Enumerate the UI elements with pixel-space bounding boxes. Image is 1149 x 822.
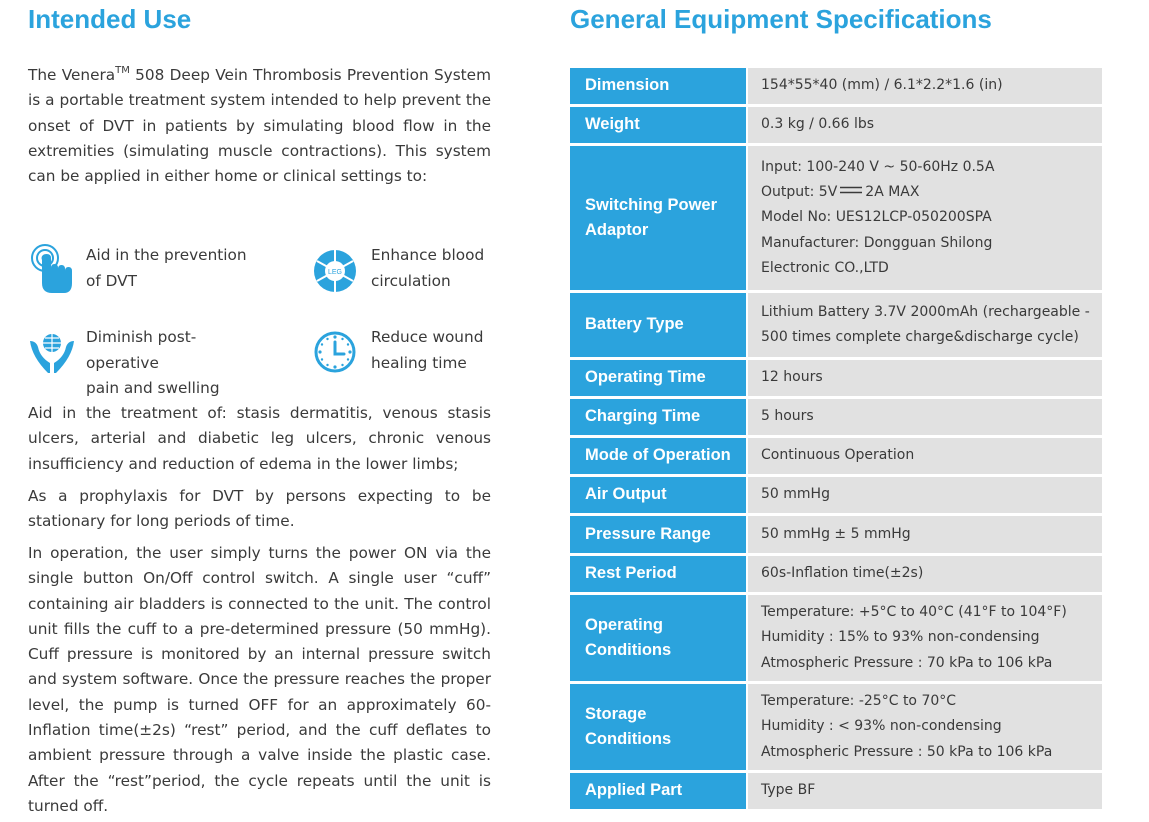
intro-paragraph: The Venera™ 508 Deep Vein Thrombosis Prevention System is a portable treatment system intended to help prevent the onset of DVT in patients by simulating blood flow in the extremities (simulating muscle contractions). This system can be applied in either home or clinical settings to: xyxy=(28,65,491,186)
spec-label: Operating Conditions xyxy=(570,595,746,681)
spec-row-storage-conditions xyxy=(570,684,1102,770)
spec-value: 5 hours xyxy=(748,399,1102,435)
spec-row-mode xyxy=(570,438,1102,474)
feature-label: healing time xyxy=(371,353,467,372)
spec-value: 60s-Inflation time(±2s) xyxy=(748,556,1102,592)
spec-value: Continuous Operation xyxy=(748,438,1102,474)
feature-reduce-healing-time xyxy=(313,325,541,377)
spec-row-dimension xyxy=(570,68,1102,104)
specifications-title: General Equipment Specifications xyxy=(570,4,992,34)
spec-value: Lithium Battery 3.7V 2000mAh (rechargeable - 500 times complete charge&discharge cycle) xyxy=(748,293,1102,357)
feature-label: pain and swelling xyxy=(86,379,220,397)
spec-label: Dimension xyxy=(570,68,746,104)
clock-icon xyxy=(313,325,361,377)
spec-row-battery xyxy=(570,293,1102,357)
svg-text:LEG: LEG xyxy=(327,269,343,276)
feature-label: Reduce wound xyxy=(371,328,484,346)
spec-row-operating-conditions xyxy=(570,595,1102,681)
spec-row-pressure-range xyxy=(570,516,1102,553)
spec-label: Storage Conditions xyxy=(570,684,746,770)
dc-symbol-icon xyxy=(840,186,862,194)
spec-label: Charging Time xyxy=(570,399,746,435)
spec-row-applied-part xyxy=(570,773,1102,809)
feature-label: circulation xyxy=(371,271,451,290)
leg-shutter-icon xyxy=(313,243,361,295)
spec-label: Weight xyxy=(570,107,746,143)
feature-label: Enhance blood xyxy=(371,246,485,264)
intended-use-title: Intended Use xyxy=(28,4,192,34)
spec-row-rest-period xyxy=(570,556,1102,592)
spec-value: 50 mmHg xyxy=(748,477,1102,513)
feature-label: Diminish post-operative xyxy=(86,328,197,372)
feature-prevent-dvt xyxy=(28,243,256,295)
spec-row-air-output xyxy=(570,477,1102,513)
spec-label: Operating Time xyxy=(570,360,746,396)
spec-row-operating-time xyxy=(570,360,1102,396)
spec-label: Air Output xyxy=(570,477,746,513)
feature-label: Aid in the prevention xyxy=(86,246,247,264)
prophylaxis-paragraph: As a prophylaxis for DVT by persons expecting to be stationary for long periods of time. xyxy=(28,487,491,531)
spec-value: Type BF xyxy=(748,773,1102,809)
spec-row-weight xyxy=(570,107,1102,143)
touch-hand-icon xyxy=(28,243,76,295)
spec-label: Rest Period xyxy=(570,556,746,592)
spec-value: 12 hours xyxy=(748,360,1102,396)
spec-label: Pressure Range xyxy=(570,516,746,553)
spec-value: 50 mmHg ± 5 mmHg xyxy=(748,516,1102,553)
feature-label: of DVT xyxy=(86,271,137,290)
spec-value: Input: 100-240 V ~ 50-60Hz 0.5A Output: 5V 2A MAX Model No: UES12LCP-050200SPA Manufacturer: Dongguan Shilong Electronic CO.,LTD xyxy=(748,146,1102,290)
feature-enhance-circulation xyxy=(313,243,541,295)
spec-label: Battery Type xyxy=(570,293,746,357)
treatment-paragraph: Aid in the treatment of: stasis dermatitis, venous stasis ulcers, arterial and diabetic leg ulcers, chronic venous insufficiency and reduction of edema in the lower limbs; xyxy=(28,404,491,473)
operation-paragraph: In operation, the user simply turns the power ON via the single button On/Off control switch. A single user “cuff” containing air bladders is connected to the unit. The control unit fills the cuff to a pre-determined pressure (50 mmHg). Cuff pressure is monitored by an internal pressure switch and system software. Once the pressure reaches the proper level, the pump is turned OFF for an approximately 60-Inflation time(±2s) “rest” period, and the cuff deflates to ambient pressure through a valve inside the plastic case. After the “rest”period, the cycle repeats until the unit is turned off. xyxy=(28,544,491,815)
spec-row-power-adaptor xyxy=(570,146,1102,290)
spec-label: Mode of Operation xyxy=(570,438,746,474)
spec-label: Applied Part xyxy=(570,773,746,809)
caring-hands-globe-icon xyxy=(28,325,76,377)
spec-label: Switching Power Adaptor xyxy=(570,146,746,290)
spec-value: 0.3 kg / 0.66 lbs xyxy=(748,107,1102,143)
spec-value: 154*55*40 (mm) / 6.1*2.2*1.6 (in) xyxy=(748,68,1102,104)
spec-value: Temperature: +5°C to 40°C (41°F to 104°F) Humidity : 15% to 93% non-condensing Atmospheric Pressure : 70 kPa to 106 kPa xyxy=(748,595,1102,681)
spec-value: Temperature: -25°C to 70°C Humidity : < 93% non-condensing Atmospheric Pressure : 50 kPa to 106 kPa xyxy=(748,684,1102,770)
spec-row-charging-time xyxy=(570,399,1102,435)
feature-diminish-pain xyxy=(28,325,256,402)
